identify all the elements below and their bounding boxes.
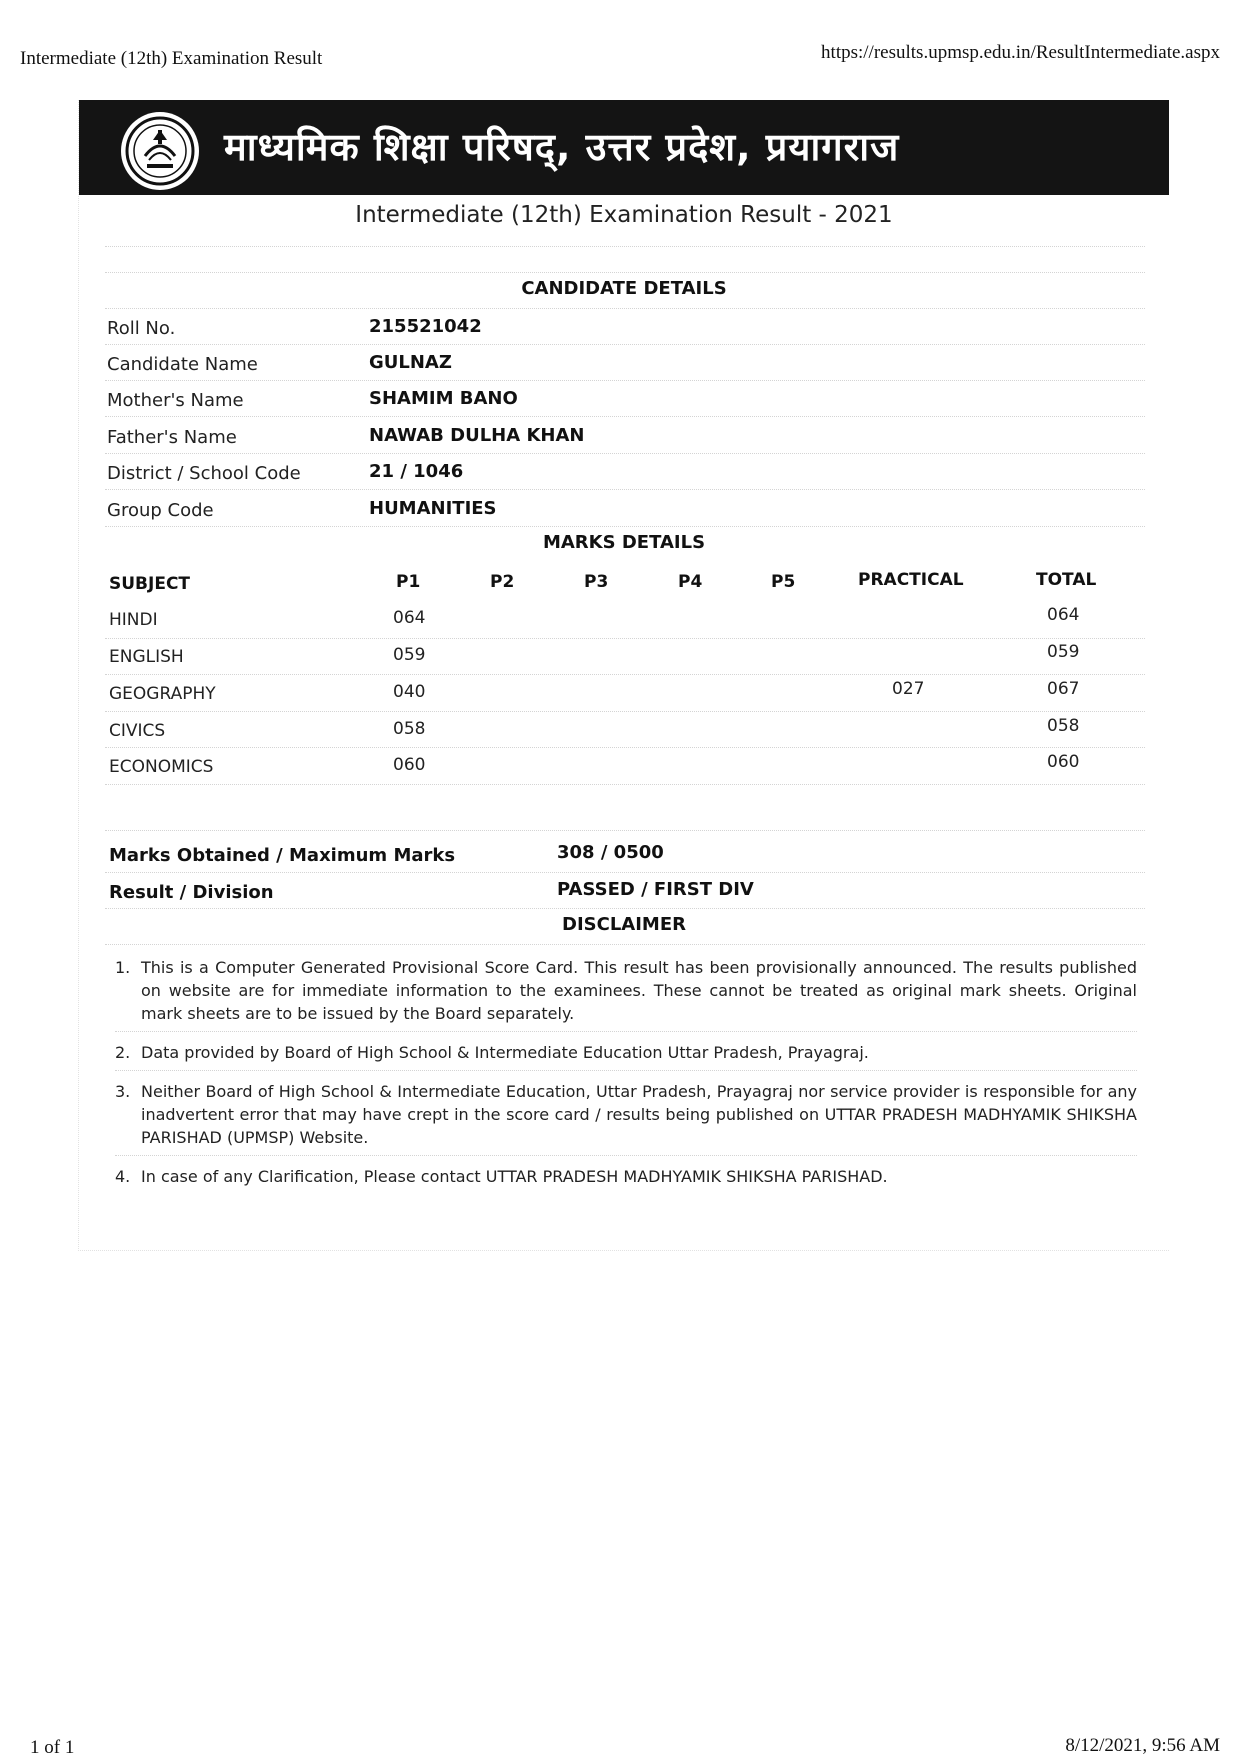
candidate-details-heading: CANDIDATE DETAILS [521, 278, 727, 299]
subject-cell: GEOGRAPHY [109, 684, 216, 704]
divider [105, 638, 1145, 639]
divider [105, 246, 1145, 247]
father-name-value: NAWAB DULHA KHAN [369, 425, 585, 446]
column-header-p1: P1 [396, 572, 421, 592]
print-header-url: https://results.upmsp.edu.in/ResultIntermediate.aspx [821, 42, 1220, 63]
divider [105, 272, 1145, 273]
divider [105, 747, 1145, 748]
exam-title: Intermediate (12th) Examination Result - 2021 [355, 202, 893, 228]
result-division-value: PASSED / FIRST DIV [557, 879, 754, 900]
roll-no-value: 215521042 [369, 316, 482, 337]
divider [105, 380, 1145, 381]
divider [105, 308, 1145, 309]
divider [105, 416, 1145, 417]
print-datetime: 8/12/2021, 9:56 AM [1065, 1735, 1220, 1756]
group-code-value: HUMANITIES [369, 498, 497, 519]
divider [105, 944, 1145, 945]
p1-cell: 064 [393, 608, 426, 628]
result-division-label: Result / Division [109, 882, 274, 903]
divider [105, 489, 1145, 490]
total-cell: 058 [1047, 716, 1080, 736]
p1-cell: 058 [393, 719, 426, 739]
disclaimer-text: Neither Board of High School & Intermediate Education, Uttar Pradesh, Prayagraj nor service provider is responsible for any inadvertent error that may have crept in the score card / results being published on UTTAR PRADESH MADHYAMIK SHIKSHA PARISHAD (UPMSP) Website. [141, 1082, 1137, 1147]
disclaimer-heading: DISCLAIMER [562, 914, 686, 935]
marks-obtained-label: Marks Obtained / Maximum Marks [109, 845, 456, 866]
group-code-label: Group Code [107, 500, 214, 521]
divider [105, 872, 1145, 873]
disclaimer-list [115, 956, 1137, 1203]
disclaimer-text: Data provided by Board of High School & Intermediate Education Uttar Pradesh, Prayagraj. [141, 1043, 869, 1062]
print-footer [20, 1733, 1220, 1758]
divider [105, 830, 1145, 831]
page-number: 1 of 1 [30, 1737, 75, 1758]
divider [105, 908, 1145, 909]
subject-cell: CIVICS [109, 721, 166, 741]
result-card [78, 100, 1169, 1251]
candidate-name-value: GULNAZ [369, 352, 452, 373]
column-header-p5: P5 [771, 572, 796, 592]
disclaimer-text: This is a Computer Generated Provisional Score Card. This result has been provisionally announced. The results published on website are for immediate information to the examinees. These cannot be treated as original mark sheets. Original mark sheets are to be issued by the Board separately. [141, 958, 1137, 1023]
column-header-p2: P2 [490, 572, 515, 592]
district-school-code-value: 21 / 1046 [369, 461, 464, 482]
total-cell: 067 [1047, 679, 1080, 699]
divider [105, 711, 1145, 712]
roll-no-label: Roll No. [107, 318, 176, 339]
column-header-total: TOTAL [1036, 570, 1097, 590]
disclaimer-text: In case of any Clarification, Please contact UTTAR PRADESH MADHYAMIK SHIKSHA PARISHAD. [141, 1167, 888, 1186]
father-name-label: Father's Name [107, 427, 237, 448]
subject-cell: HINDI [109, 610, 158, 630]
column-header-p4: P4 [678, 572, 703, 592]
list-item: 3. Neither Board of High School & Intermediate Education, Uttar Pradesh, Prayagraj nor service provider is responsible for any inadvertent error that may have crept in the score card / results being published on UTTAR PRADESH MADHYAMIK SHIKSHA PARISHAD (UPMSP) Website. [115, 1080, 1137, 1156]
list-item: 1. This is a Computer Generated Provisional Score Card. This result has been provisionally announced. The results published on website are for immediate information to the examinees. These cannot be treated as original mark sheets. Original mark sheets are to be issued by the Board separately. [115, 956, 1137, 1032]
board-name: माध्यमिक शिक्षा परिषद्, उत्तर प्रदेश, प्रयागराज [224, 125, 900, 169]
mother-name-label: Mother's Name [107, 390, 244, 411]
list-item: 4. In case of any Clarification, Please contact UTTAR PRADESH MADHYAMIK SHIKSHA PARISHAD. [115, 1167, 888, 1186]
column-header-p3: P3 [584, 572, 609, 592]
candidate-name-label: Candidate Name [107, 354, 258, 375]
subject-cell: ECONOMICS [109, 757, 214, 777]
column-header-subject: SUBJECT [109, 574, 191, 594]
p1-cell: 040 [393, 682, 426, 702]
district-school-code-label: District / School Code [107, 463, 301, 484]
total-cell: 059 [1047, 642, 1080, 662]
board-banner [79, 100, 1169, 195]
mother-name-value: SHAMIM BANO [369, 388, 518, 409]
divider [105, 526, 1145, 527]
up-government-emblem-icon [121, 112, 199, 190]
divider [105, 453, 1145, 454]
marks-details-heading: MARKS DETAILS [542, 532, 706, 553]
total-cell: 060 [1047, 752, 1080, 772]
print-header-title: Intermediate (12th) Examination Result [20, 48, 323, 69]
column-header-practical: PRACTICAL [858, 570, 964, 590]
list-item: 2. Data provided by Board of High School & Intermediate Education Uttar Pradesh, Prayagraj. [115, 1041, 1137, 1071]
total-cell: 064 [1047, 605, 1080, 625]
p1-cell: 059 [393, 645, 426, 665]
marks-obtained-value: 308 / 0500 [557, 842, 664, 863]
practical-cell: 027 [892, 679, 925, 699]
divider [105, 674, 1145, 675]
divider [105, 784, 1145, 785]
subject-cell: ENGLISH [109, 647, 184, 667]
print-header [20, 40, 1220, 70]
divider [105, 344, 1145, 345]
p1-cell: 060 [393, 755, 426, 775]
